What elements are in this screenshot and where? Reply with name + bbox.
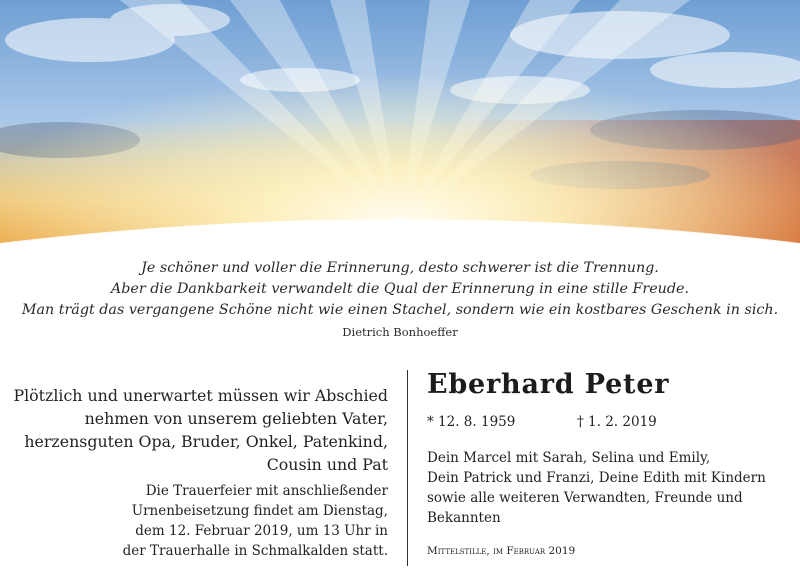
bonhoeffer-quote <box>0 258 800 341</box>
ceremony-line: der Trauerhalle in Schmalkalden statt. <box>122 543 388 559</box>
birth-date: * 12. 8. 1959 <box>427 414 516 430</box>
announcement-line: Cousin und Pat <box>266 455 388 474</box>
quote-author: Dietrich Bonhoeffer <box>342 325 458 339</box>
ceremony-details <box>8 481 388 561</box>
mourner-line: sowie alle weiteren Verwandten, Freunde und <box>427 490 743 506</box>
sunset-sky-image <box>0 0 800 268</box>
deceased-name: Eberhard Peter <box>427 369 670 400</box>
ceremony-line: Die Trauerfeier mit anschließender <box>145 483 388 499</box>
life-dates <box>427 412 797 432</box>
column-divider <box>407 370 408 566</box>
mourner-line: Dein Marcel mit Sarah, Selina und Emily, <box>427 450 711 466</box>
announcement-line: Plötzlich und unerwartet müssen wir Abschied <box>13 386 388 405</box>
death-date: † 1. 2. 2019 <box>577 414 657 430</box>
announcement-line: herzensguten Opa, Bruder, Onkel, Patenkind, <box>24 432 388 451</box>
sunset-sky-graphic <box>0 0 800 268</box>
quote-line: Je schöner und voller die Erinnerung, desto schwerer ist die Trennung. <box>141 260 659 276</box>
announcement-line: nehmen von unserem geliebten Vater, <box>84 409 388 428</box>
announcement-lead <box>8 384 388 476</box>
mourners-list <box>427 448 797 528</box>
ceremony-line: Urnenbeisetzung findet am Dienstag, <box>131 503 388 519</box>
quote-line: Aber die Dankbarkeit verwandelt die Qual der Erinnerung in eine stille Freude. <box>110 281 690 297</box>
ceremony-line: dem 12. Februar 2019, um 13 Uhr in <box>135 523 388 539</box>
quote-line: Man trägt das vergangene Schöne nicht wie einen Stachel, sondern wie ein kostbares Geschenk in sich. <box>21 302 779 318</box>
mourner-line: Dein Patrick und Franzi, Deine Edith mit Kindern <box>427 470 766 486</box>
deceased-column <box>427 366 797 558</box>
announcement-column <box>8 384 388 561</box>
place-and-date: Mittelstille, im Februar 2019 <box>427 545 576 557</box>
mourner-line: Bekannten <box>427 510 501 526</box>
